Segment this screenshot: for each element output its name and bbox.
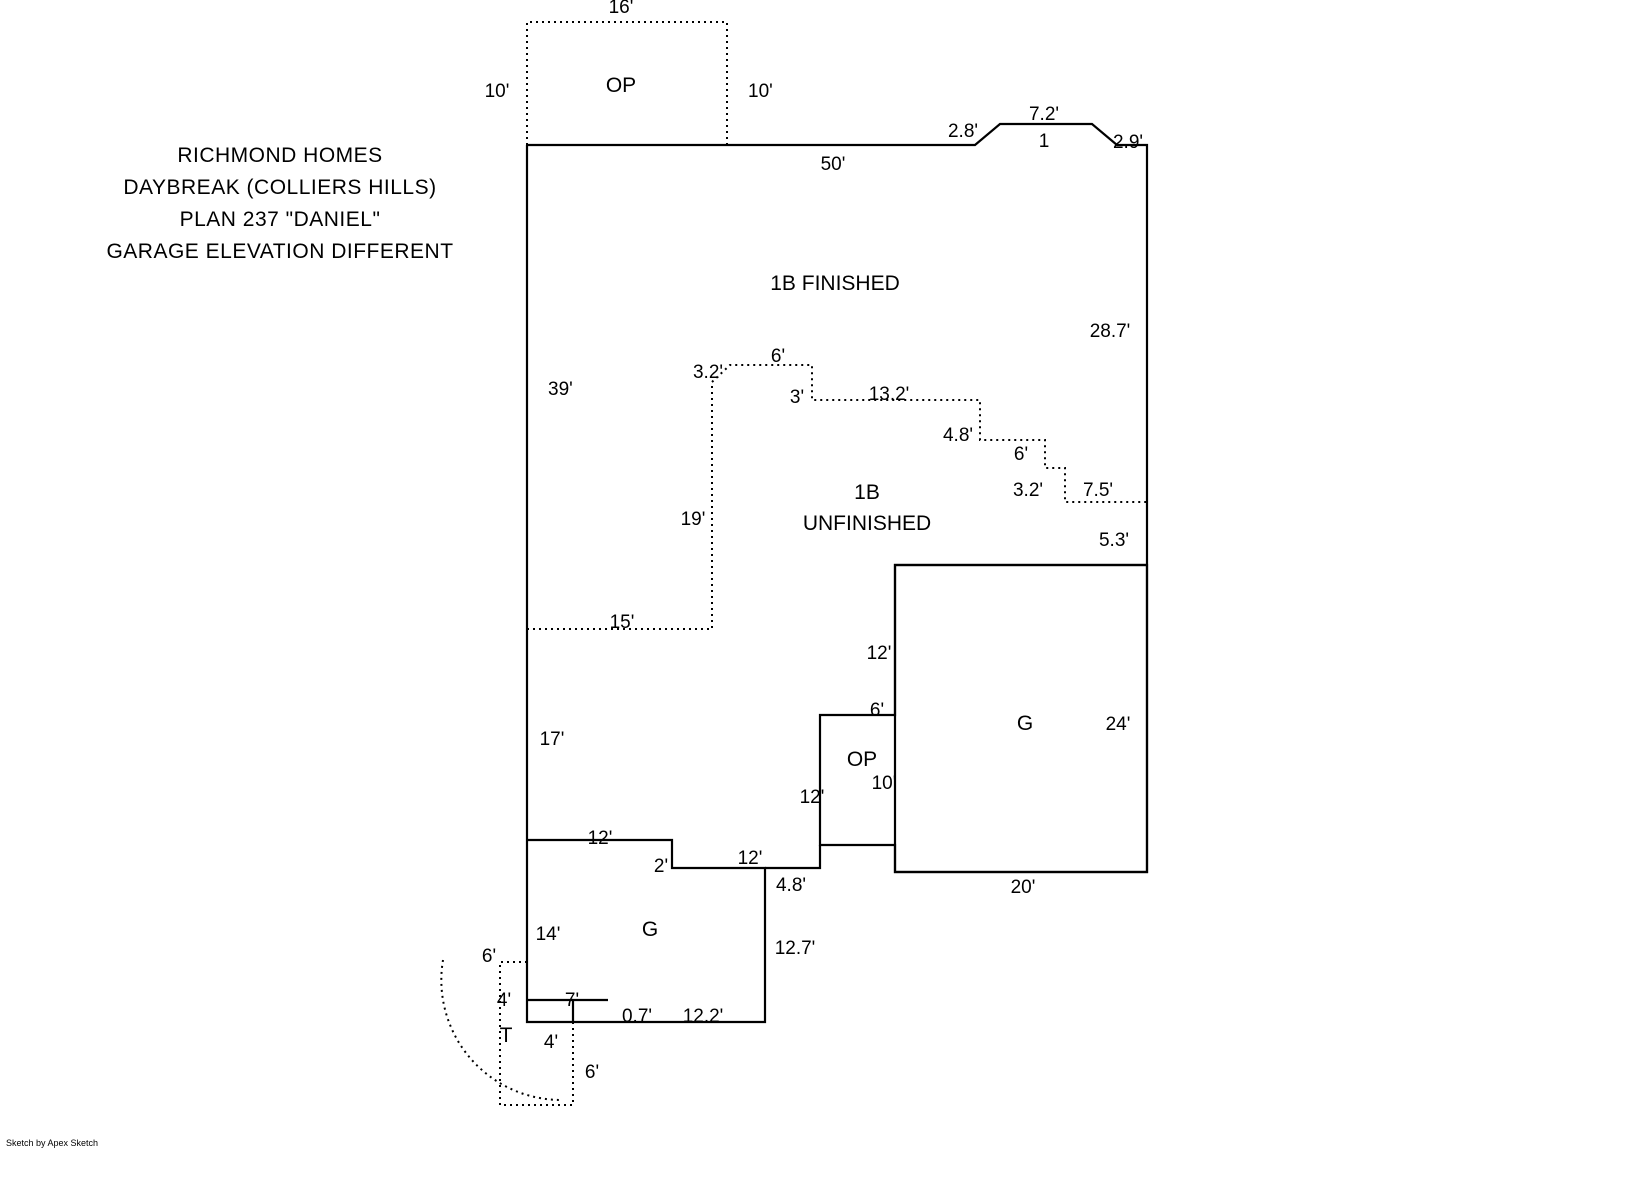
- dim-0-7: 0.7': [621, 1006, 653, 1027]
- title-line-2: DAYBREAK (COLLIERS HILLS): [123, 176, 437, 199]
- dim-12-b: 12': [587, 828, 613, 849]
- dim-7: 7': [564, 990, 580, 1011]
- label-1b: 1B: [854, 481, 880, 504]
- dim-19: 19': [680, 509, 706, 530]
- dim-6-e: 6': [584, 1062, 600, 1083]
- dim-7-2: 7.2': [1028, 104, 1060, 125]
- dim-17: 17': [539, 729, 565, 750]
- dim-3-2-b: 3.2': [1012, 480, 1044, 501]
- dim-6-b: 6': [1013, 444, 1029, 465]
- label-lower-garage: G: [641, 918, 659, 941]
- dim-2-8: 2.8': [947, 121, 979, 142]
- label-unfinished: UNFINISHED: [802, 512, 932, 535]
- dim-50: 50': [820, 154, 846, 175]
- dim-24: 24': [1105, 714, 1131, 735]
- title-line-4: GARAGE ELEVATION DIFFERENT: [106, 240, 454, 263]
- dim-3: 3': [789, 387, 805, 408]
- dim-15: 15': [609, 612, 635, 633]
- dim-4-a: 4': [496, 990, 512, 1011]
- dim-12-2: 12.2': [682, 1006, 724, 1027]
- dim-16: 16': [608, 0, 634, 18]
- dim-10-left: 10': [484, 81, 510, 102]
- dim-12-d: 12': [737, 848, 763, 869]
- dim-14: 14': [535, 924, 561, 945]
- dim-13-2: 13.2': [868, 384, 910, 405]
- dim-7-5: 7.5': [1082, 480, 1114, 501]
- label-terrace: T: [499, 1024, 513, 1047]
- title-line-1: RICHMOND HOMES: [177, 144, 383, 167]
- credit-text: Sketch by Apex Sketch: [6, 1138, 99, 1148]
- dim-1: 1: [1038, 131, 1050, 152]
- dim-12-c: 12': [799, 787, 825, 808]
- dim-2-9: 2.9': [1112, 132, 1144, 153]
- dim-12-a: 12': [866, 643, 892, 664]
- dim-28-7: 28.7': [1089, 321, 1131, 342]
- dim-10-b: 10': [871, 773, 897, 794]
- lower-jog-outline: [765, 845, 820, 868]
- dim-4-b: 4': [543, 1032, 559, 1053]
- label-1b-finished: 1B FINISHED: [770, 272, 900, 295]
- dim-39: 39': [548, 379, 573, 400]
- dim-6-c: 6': [869, 700, 885, 721]
- dim-6-a: 6': [770, 346, 786, 367]
- house-lower-left-outline: [527, 145, 765, 1022]
- dim-5-3: 5.3': [1098, 530, 1130, 551]
- dim-4-8-a: 4.8': [942, 425, 974, 446]
- dim-6-d: 6': [481, 946, 497, 967]
- dim-4-8-b: 4.8': [775, 875, 807, 896]
- label-right-garage: G: [1016, 712, 1034, 735]
- dim-12-7: 12.7': [774, 938, 816, 959]
- unfinished-division-line: [527, 365, 1147, 629]
- dim-3-2-a: 3.2': [692, 362, 724, 383]
- dim-20: 20': [1010, 877, 1036, 898]
- label-mid-porch: OP: [846, 748, 878, 771]
- title-line-3: PLAN 237 "DANIEL": [179, 208, 381, 231]
- dim-10-right: 10': [748, 81, 773, 102]
- dim-2: 2': [653, 856, 669, 877]
- label-top-porch: OP: [605, 74, 637, 97]
- house-upper-outline: [527, 124, 1147, 872]
